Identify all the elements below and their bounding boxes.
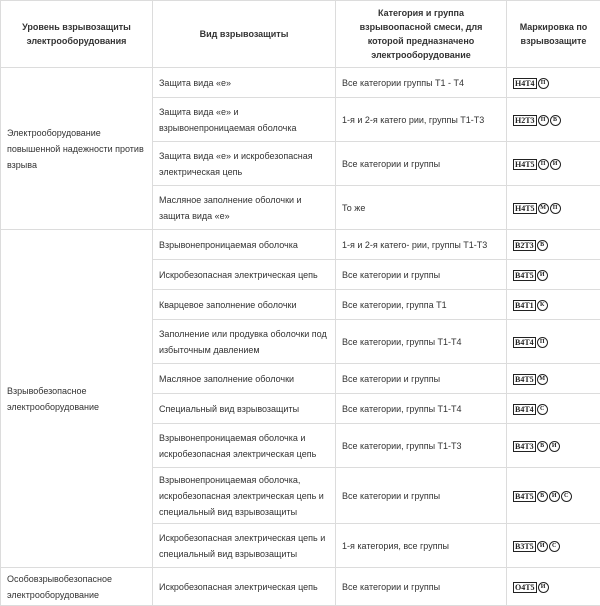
type-cell: Масляное заполнение оболочки и защита вида «е» <box>153 186 336 230</box>
marking-cell <box>507 186 600 230</box>
marking-cell <box>507 424 600 468</box>
marking-code: Н4Т4 <box>513 78 537 89</box>
marking-badge <box>513 78 549 89</box>
marking-code: В2Т3 <box>513 240 536 251</box>
marking-symbol: И <box>549 441 560 452</box>
type-cell: Искробезопасная электрическая цепь <box>153 568 336 606</box>
header-row <box>1 1 600 68</box>
marking-symbol: В <box>550 115 561 126</box>
type-cell: Заполнение или продувка оболочки под избыточным давлением <box>153 320 336 364</box>
marking-cell <box>507 394 600 424</box>
header-marking: Маркировка по взрывозащите <box>507 1 600 68</box>
marking-symbol: И <box>550 159 561 170</box>
marking-symbol: П <box>537 337 548 348</box>
marking-symbol: И <box>538 582 549 593</box>
marking-code: В4Т4 <box>513 404 536 415</box>
category-cell: Все категории группы Т1 - Т4 <box>336 68 507 98</box>
marking-symbol: В <box>537 240 548 251</box>
marking-symbol: П <box>538 78 549 89</box>
marking-cell <box>507 524 600 568</box>
marking-symbol: П <box>538 115 549 126</box>
marking-symbol: И <box>537 270 548 281</box>
marking-cell <box>507 260 600 290</box>
header-type: Вид взрывозащиты <box>153 1 336 68</box>
marking-badge <box>513 582 549 593</box>
marking-badge <box>513 240 548 251</box>
table-row <box>1 68 600 98</box>
type-cell: Специальный вид взрывозащиты <box>153 394 336 424</box>
marking-symbol: П <box>538 159 549 170</box>
type-cell: Защита вида «е» <box>153 68 336 98</box>
type-cell: Защита вида «е» и взрывонепроницаемая оболочка <box>153 98 336 142</box>
category-cell: Все категории, группы Т1-Т4 <box>336 320 507 364</box>
marking-badge <box>513 374 548 385</box>
marking-badge <box>513 404 548 415</box>
level-cell: Электрооборудование повышенной надежности против взрыва <box>1 68 153 230</box>
category-cell: 1-я и 2-я катего- рии, группы Т1-Т3 <box>336 230 507 260</box>
marking-symbol: С <box>549 541 560 552</box>
category-cell: Все категории и группы <box>336 364 507 394</box>
level-cell: Взрывобезопасное электрооборудование <box>1 230 153 568</box>
marking-badge <box>513 491 572 502</box>
marking-code: Н4Т5 <box>513 159 537 170</box>
marking-symbol: В <box>537 491 548 502</box>
marking-badge <box>513 541 560 552</box>
marking-cell <box>507 568 600 606</box>
type-cell: Взрывонепроницаемая оболочка <box>153 230 336 260</box>
marking-symbol: К <box>537 300 548 311</box>
category-cell: 1-я категория, все группы <box>336 524 507 568</box>
category-cell: Все категории и группы <box>336 468 507 524</box>
marking-cell <box>507 98 600 142</box>
marking-badge <box>513 300 548 311</box>
marking-symbol: М <box>538 203 549 214</box>
marking-code: В3Т5 <box>513 541 536 552</box>
marking-symbol: С <box>561 491 572 502</box>
marking-symbol: С <box>537 404 548 415</box>
marking-symbol: В <box>537 441 548 452</box>
table-row <box>1 568 600 606</box>
marking-cell <box>507 68 600 98</box>
marking-code: В4Т4 <box>513 337 536 348</box>
marking-symbol: И <box>549 491 560 502</box>
marking-badge <box>513 270 548 281</box>
marking-symbol: П <box>550 203 561 214</box>
type-cell: Искробезопасная электрическая цепь и специальный вид взрывозащиты <box>153 524 336 568</box>
type-cell: Масляное заполнение оболочки <box>153 364 336 394</box>
category-cell: Все категории, группы Т1-Т4 <box>336 394 507 424</box>
marking-badge <box>513 203 561 214</box>
marking-code: В4Т5 <box>513 270 536 281</box>
type-cell: Защита вида «е» и искробезопасная электрическая цепь <box>153 142 336 186</box>
marking-cell <box>507 290 600 320</box>
category-cell: Все категории, группа Т1 <box>336 290 507 320</box>
marking-code: Н4Т5 <box>513 203 537 214</box>
marking-symbol: И <box>537 541 548 552</box>
marking-badge <box>513 441 560 452</box>
marking-cell <box>507 230 600 260</box>
category-cell: Все категории и группы <box>336 568 507 606</box>
marking-code: О4Т5 <box>513 582 537 593</box>
marking-cell <box>507 142 600 186</box>
marking-code: В4Т1 <box>513 300 536 311</box>
marking-cell <box>507 468 600 524</box>
marking-badge <box>513 337 548 348</box>
marking-badge <box>513 115 561 126</box>
type-cell: Кварцевое заполнение оболочки <box>153 290 336 320</box>
category-cell: То же <box>336 186 507 230</box>
marking-code: В4Т5 <box>513 374 536 385</box>
marking-cell <box>507 364 600 394</box>
header-category: Категория и группа взрывоопасной смеси, для которой предназначено электрооборудование <box>336 1 507 68</box>
category-cell: Все категории и группы <box>336 142 507 186</box>
level-cell: Особовзрывобезопасное электрооборудование <box>1 568 153 606</box>
category-cell: 1-я и 2-я катего рии, группы Т1-Т3 <box>336 98 507 142</box>
marking-code: В4Т5 <box>513 491 536 502</box>
category-cell: Все категории и группы <box>336 260 507 290</box>
type-cell: Взрывонепроницаемая оболочка, искробезопасная электрическая цепь и специальный вид взрывозащиты <box>153 468 336 524</box>
type-cell: Искробезопасная электрическая цепь <box>153 260 336 290</box>
marking-badge <box>513 159 561 170</box>
marking-code: В4Т3 <box>513 441 536 452</box>
marking-symbol: М <box>537 374 548 385</box>
category-cell: Все категории, группы Т1-Т3 <box>336 424 507 468</box>
marking-code: Н2Т3 <box>513 115 537 126</box>
table-row <box>1 230 600 260</box>
marking-cell <box>507 320 600 364</box>
type-cell: Взрывонепроницаемая оболочка и искробезопасная электрическая цепь <box>153 424 336 468</box>
header-level: Уровень взрывозащиты электрооборудования <box>1 1 153 68</box>
